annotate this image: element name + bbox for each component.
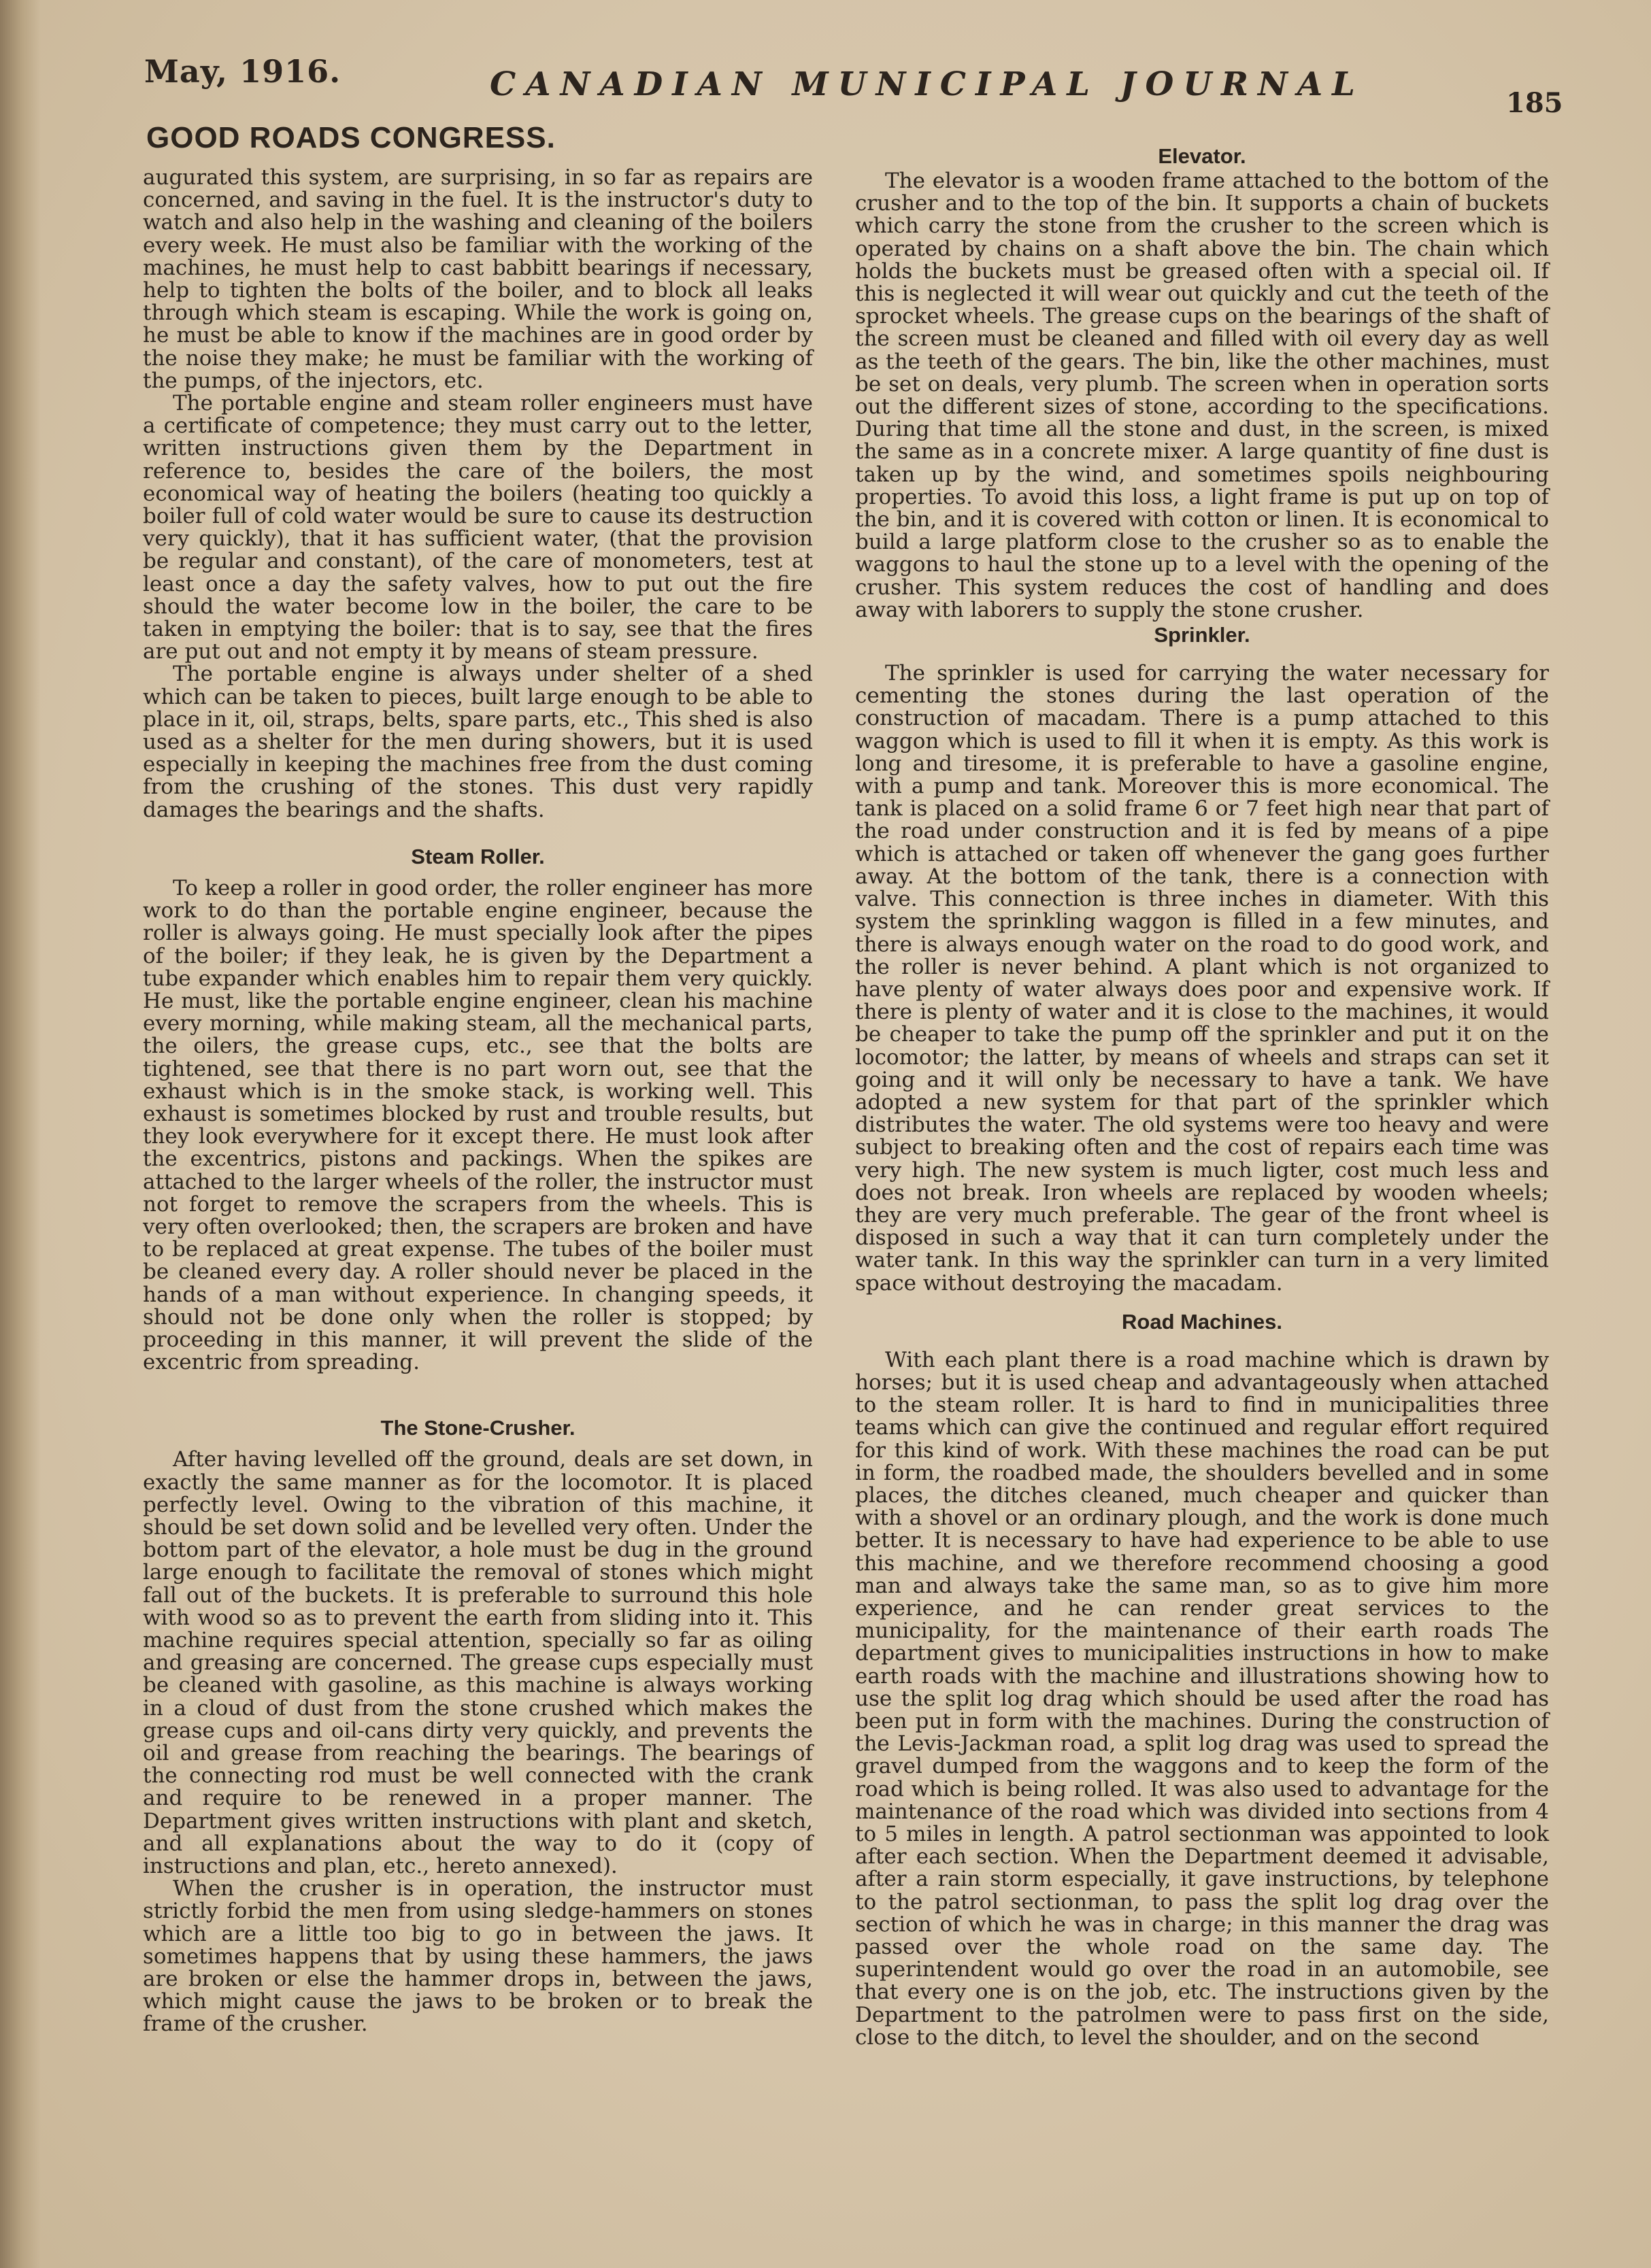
page-number: 185 (1506, 87, 1563, 119)
right-column (855, 143, 1549, 2049)
section-heading-road-machines: Road Machines. (1122, 1309, 1282, 1334)
paragraph: The elevator is a wooden frame attached to the bottom of the crusher and to the top of the bin. It supports a chain of buckets which carry the stone from the crusher to the screen which is operated by chains on a shaft above the bin. The chain which holds the buckets must be greased often with a special oil. If this is neglected it will wear out quickly and cut the teeth of the sprocket wheels. The grease cups on the bearings of the shaft of the screen must be cleaned and filled with oil every day as well as the teeth of the gears. The bin, like the other machines, must be set on deals, very plumb. The screen when in operation sorts out the different sizes of stone, according to the specifications. During that time all the stone and dust, in the screen, is mixed the same as in a concrete mixer. A large quantity of fine dust is taken up by the wind, and sometimes spoils neighbouring properties. To avoid this loss, a light frame is put up on top of the bin, and it is covered with cotton or linen. It is economical to build a large platform close to the crusher so as to enable the waggons to haul the stone up to a level with the opening of the crusher. This system reduces the cost of handling and does away with laborers to supply the stone crusher. (855, 169, 1549, 622)
paragraph: augurated this system, are surprising, in so far as repairs are concerned, and saving in the fuel. It is the instructor's duty to watch and also help in the washing and cleaning of the boilers every week. He must also be familiar with the working of the machines, he must help to cast babbitt bearings if necessary, help to tighten the bolts of the boiler, and to block all leaks through which steam is escaping. While the work is going on, he must be able to know if the machines are in good order by the noise they make; he must be familiar with the working of the pumps, of the injectors, etc. (143, 165, 813, 393)
paragraph: With each plant there is a road machine which is drawn by horses; but it is used cheap and advantageously when attached to the steam roller. It is hard to find in municipalities three teams which can give the continued and regular effort required for this kind of work. With these machines the road can be put in form, the roadbed made, the shoulders bevelled and in some places, the ditches cleaned, much cheaper and quicker than with a shovel or an ordinary plough, and the work is done much better. It is necessary to have had experience to be able to use this machine, and we therefore recommend choosing a good man and always take the same man, so as to give him more experience, and he can render great services to the municipality, for the maintenance of their earth roads The department gives to municipalities instructions in how to make earth roads with the machine and illustrations showing how to use the split log drag which should be used after the road has been put in form with the machines. During the construction of the Levis-Jackman road, a split log drag was used to spread the gravel dumped from the waggons and to keep the form of the road which is being rolled. It was also used to advantage for the maintenance of the road which was divided into sections from 4 to 5 miles in length. A patrol sectionman was appointed to look after each section. When the Department deemed it advisable, after a rain storm especially, it gave instructions, by telephone to the patrol sectionman, to pass the split log drag over the section of which he was in charge; in this manner the drag was passed over the whole road on the same day. The superintendent would go over the road in an automobile, see that every one is on the job, etc. The instructions given by the Department to the patrolmen were to pass first on the side, close to the ditch, to level the shoulder, and on the second (855, 1347, 1549, 2050)
left-column (143, 167, 813, 2036)
section-heading-sprinkler: Sprinkler. (1154, 623, 1250, 647)
section-heading-elevator: Elevator. (1158, 144, 1246, 168)
section-heading-stone-crusher: The Stone-Crusher. (380, 1416, 576, 1440)
paragraph: The sprinkler is used for carrying the water necessary for cementing the stones during the last operation of the construction of macadam. There is a pump attached to this waggon which is used to fill it when it is empty. As this work is long and tiresome, it is preferable to have a gasoline engine, with a pump and tank. Moreover this is more economical. The tank is placed on a solid frame 6 or 7 feet high near that part of the road under construction and it is fed by means of a pipe which is attached or taken off whenever the gang goes further away. At the bottom of the tank, there is a connection with valve. This connection is three inches in diameter. With this system the sprinkling waggon is filled in a few minutes, and there is always enough water on the road to do good work, and the roller is never behind. A plant which is not organized to have plenty of water always does poor and expensive work. If there is plenty of water and it is close to the machines, it would be cheaper to take the pump off the sprinkler and put it on the locomotor; the latter, by means of wheels and straps can set it going and it will only be necessary to have a tank. We have adopted a new system for that part of the sprinkler which distributes the water. The old systems were too heavy and were subject to breaking often and the cost of repairs each time was very high. The new system is much ligter, cost much less and does not break. Iron wheels are replaced by wooden wheels; they are very much preferable. The gear of the front wheel is disposed in such a way that it can turn completely under the water tank. In this way the sprinkler can turn in a very limited space without destroying the macadam. (855, 661, 1549, 1296)
journal-title: CANADIAN MUNICIPAL JOURNAL (490, 65, 1365, 103)
paragraph: To keep a roller in good order, the roller engineer has more work to do than the portable engine engineer, because the roller is always going. He must specially look after the pipes of the boiler; if they leak, he is given by the Department a tube expander which enables him to repair them very quickly. He must, like the portable engine engineer, clean his machine every morning, while making steam, all the mechanical parts, the oilers, the grease cups, etc., see that the bolts are tightened, see that there is no part worn out, see that the exhaust which is in the smoke stack, is working well. This exhaust is sometimes blocked by rust and trouble results, but they look everywhere for it except there. He must look after the excentrics, pistons and packings. When the spikes are attached to the larger wheels of the roller, the instructor must not forget to remove the scrapers from the wheels. This is very often overlooked; then, the scrapers are broken and have to be replaced at great expense. The tubes of the boiler must be cleaned every day. A roller should never be placed in the hands of a man without experience. In changing speeds, it should not be done only when the roller is stopped; by proceeding in this manner, it will prevent the slide of the excentric from spreading. (143, 875, 813, 1375)
issue-date: May, 1916. (144, 53, 341, 90)
section-heading-steam-roller: Steam Roller. (411, 844, 545, 868)
paragraph: When the crusher is in operation, the instructor must strictly forbid the men from using sledge-hammers on stones which are a little too big to go in between the jaws. It sometimes happens that by using these hammers, the jaws are broken or else the hammer drops in, between the jaws, which might cause the jaws to be broken or to break the frame of the crusher. (143, 1876, 813, 2037)
article-title: GOOD ROADS CONGRESS. (146, 121, 556, 154)
page-binding-shadow (0, 0, 41, 2268)
paragraph: The portable engine is always under shelter of a shed which can be taken to pieces, built large enough to be able to place in it, oil, straps, belts, spare parts, etc., This shed is also used as a shelter for the men during showers, but it is used especially in keeping the machines free from the dust coming from the crushing of the stones. This dust very rapidly damages the bearings and the shafts. (143, 662, 813, 822)
paragraph: The portable engine and steam roller engineers must have a certificate of competence; they must carry out to the letter, written instructions given them by the Department in reference to, besides the care of the boilers, the most economical way of heating the boilers (heating too quickly a boiler full of cold water would be sure to cause its destruction very quickly), that it has sufficient water, (that the provision be regular and constant), of the care of monometers, test at least once a day the safety valves, how to put out the fire should the water become low in the boiler, the care to be taken in emptying the boiler: that is to say, see that the fires are put out and not empty it by means of steam pressure. (143, 391, 813, 664)
paragraph: After having levelled off the ground, deals are set down, in exactly the same manner as for the locomotor. It is placed perfectly level. Owing to the vibration of this machine, it should be set down solid and be levelled very often. Under the bottom part of the elevator, a hole must be dug in the ground large enough to facilitate the removal of stones which might fall out of the buckets. It is preferable to surround this hole with wood so as to prevent the earth from sliding into it. This machine requires special attention, specially so far as oiling and greasing are concerned. The grease cups especially must be cleaned with gasoline, as this machine is always working in a cloud of dust from the stone crushed which makes the grease cups and oil-cans dirty very quickly, and prevents the oil and grease from reaching the bearings. The bearings of the connecting rod must be well connected with the crank and require to be renewed in a proper manner. The Department gives written instructions with plant and sketch, and all explanations about the way to do it (copy of instructions and plan, etc., hereto annexed). (143, 1447, 813, 1879)
